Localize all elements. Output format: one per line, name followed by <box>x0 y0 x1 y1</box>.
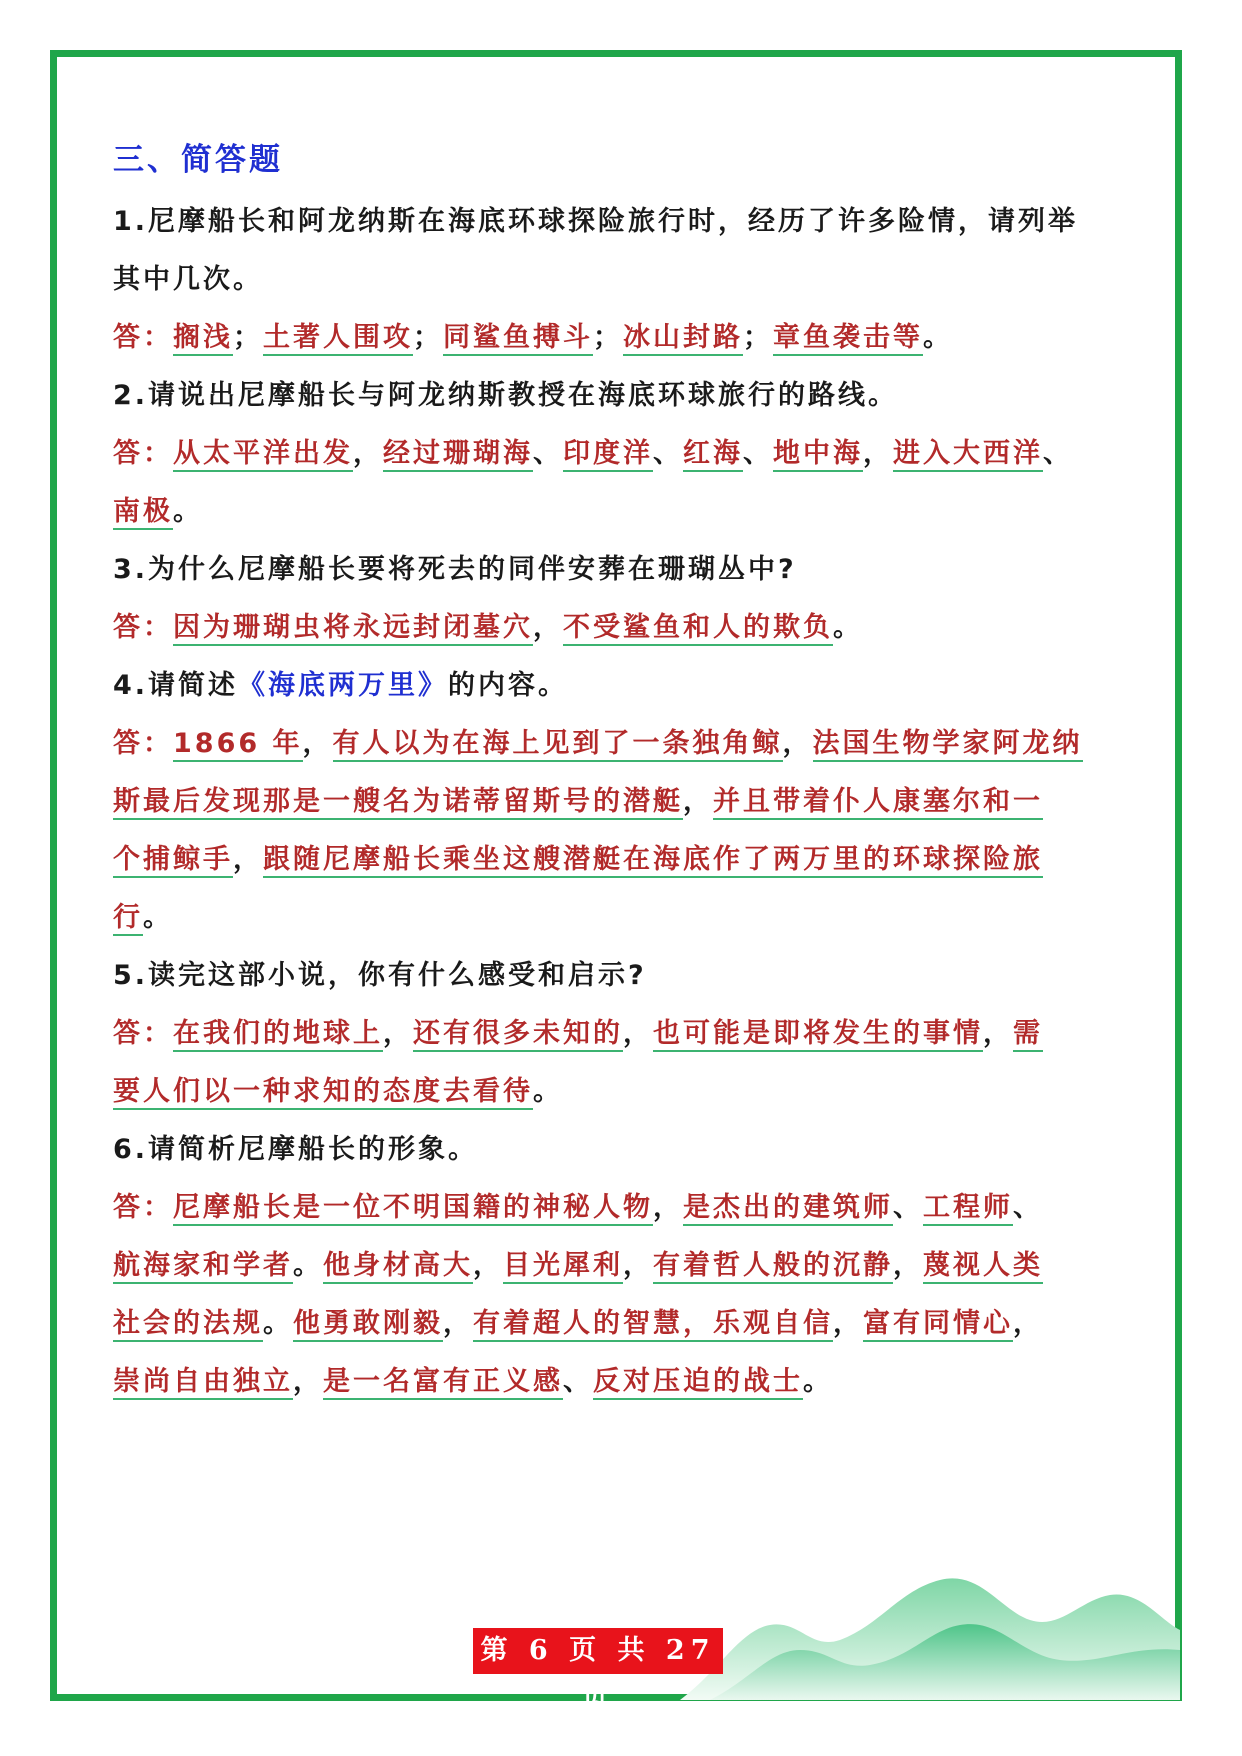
period: 。 <box>923 322 953 353</box>
separator: 、 <box>893 1192 923 1223</box>
comma: ， <box>302 728 333 759</box>
period: 。 <box>833 612 863 643</box>
period: 。 <box>263 1308 293 1339</box>
answer-label: 答： <box>113 728 173 759</box>
comma: ， <box>533 612 563 643</box>
separator: 、 <box>1013 1192 1043 1223</box>
answer-2-line-1 <box>113 434 1073 474</box>
answer-6-item: 有着超人的智慧，乐观自信 <box>473 1308 833 1342</box>
answer-5-line-2 <box>113 1072 563 1112</box>
question-1-line-2: 其中几次。 <box>113 264 263 295</box>
answer-2-item: 地中海 <box>773 438 863 472</box>
comma: ， <box>383 1018 413 1049</box>
answer-6-item: 工程师 <box>923 1192 1013 1226</box>
question-6: 6.请简析尼摩船长的形象。 <box>113 1134 479 1165</box>
answer-3 <box>113 608 863 648</box>
answer-6-item: 社会的法规 <box>113 1308 263 1342</box>
separator: ； <box>743 322 773 353</box>
separator: 、 <box>743 438 773 469</box>
answer-6-line-3 <box>113 1304 1043 1344</box>
decorative-hills-illustration <box>680 1570 1180 1700</box>
answer-4-line-2 <box>113 782 1043 822</box>
period: 。 <box>293 1250 323 1281</box>
comma: ， <box>293 1366 323 1397</box>
answer-label: 答： <box>113 1192 173 1223</box>
separator: ； <box>413 322 443 353</box>
comma: ， <box>833 1308 863 1339</box>
comma: ， <box>893 1250 923 1281</box>
comma: ， <box>443 1308 473 1339</box>
answer-2-item: 红海 <box>683 438 743 472</box>
answer-2-item: 南极 <box>113 496 173 530</box>
period: 。 <box>533 1076 563 1107</box>
separator: ； <box>233 322 263 353</box>
answer-6-line-1 <box>113 1188 1043 1228</box>
separator: 、 <box>1043 438 1073 469</box>
answer-6-item: 航海家和学者 <box>113 1250 293 1284</box>
answer-2-line-2 <box>113 492 203 532</box>
answer-4-item: 有人以为在海上见到了一条独角鲸 <box>333 728 783 762</box>
question-4-prefix: 4.请简述 <box>113 670 239 701</box>
answer-5-item: 也可能是即将发生的事情 <box>653 1018 983 1052</box>
section-heading: 三、简答题 <box>113 142 283 178</box>
answer-6-line-2 <box>113 1246 1043 1286</box>
answer-4-item: 个捕鲸手 <box>113 844 233 878</box>
comma: ， <box>353 438 383 469</box>
answer-2-item: 从太平洋出发 <box>173 438 353 472</box>
answer-5-item: 在我们的地球上 <box>173 1018 383 1052</box>
answer-6-item: 蔑视人类 <box>923 1250 1043 1284</box>
comma: ， <box>863 438 893 469</box>
answer-1-item: 搁浅 <box>173 322 233 356</box>
answer-6-line-4 <box>113 1362 833 1402</box>
answer-6-item: 目光犀利 <box>503 1250 623 1284</box>
period: 。 <box>173 496 203 527</box>
comma: ， <box>623 1018 653 1049</box>
answer-4-line-4 <box>113 898 173 938</box>
answer-1-item: 章鱼袭击等 <box>773 322 923 356</box>
answer-1-item: 土著人围攻 <box>263 322 413 356</box>
question-3: 3.为什么尼摩船长要将死去的同伴安葬在珊瑚丛中? <box>113 554 797 585</box>
comma: ， <box>782 728 813 759</box>
answer-2-item: 经过珊瑚海 <box>383 438 533 472</box>
answer-1 <box>113 318 953 358</box>
separator: 、 <box>563 1366 593 1397</box>
question-4-suffix: 的内容。 <box>448 670 569 701</box>
book-title: 《海底两万里》 <box>238 670 449 701</box>
answer-6-item: 是杰出的建筑师 <box>683 1192 893 1226</box>
answer-6-item: 崇尚自由独立 <box>113 1366 293 1400</box>
answer-6-item: 富有同情心 <box>863 1308 1013 1342</box>
question-1-line-1: 1.尼摩船长和阿龙纳斯在海底环球探险旅行时，经历了许多险情，请列举 <box>113 206 1079 237</box>
answer-1-item: 同鲨鱼搏斗 <box>443 322 593 356</box>
answer-label: 答： <box>113 438 173 469</box>
answer-6-item: 是一名富有正义感 <box>323 1366 563 1400</box>
separator: 、 <box>653 438 683 469</box>
answer-6-item: 有着哲人般的沉静 <box>653 1250 893 1284</box>
answer-1-item: 冰山封路 <box>623 322 743 356</box>
answer-5-item: 还有很多未知的 <box>413 1018 623 1052</box>
comma: ， <box>473 1250 503 1281</box>
comma: ， <box>653 1192 683 1223</box>
answer-4-item: 跟随尼摩船长乘坐这艘潜艇在海底作了两万里的环球探险旅 <box>263 844 1043 878</box>
answer-label: 答： <box>113 612 173 643</box>
answer-5-line-1 <box>113 1014 1043 1054</box>
answer-label: 答： <box>113 1018 173 1049</box>
answer-4-line-3 <box>113 840 1043 880</box>
answer-6-item: 尼摩船长是一位不明国籍的神秘人物 <box>173 1192 653 1226</box>
comma: ， <box>1013 1308 1043 1339</box>
answer-5-item: 要人们以一种求知的态度去看待 <box>113 1076 533 1110</box>
answer-4-item: 法国生物学家阿龙纳 <box>813 728 1083 762</box>
page-number-badge: 第 6 页 共 27 页 <box>473 1628 723 1674</box>
answer-4-item: 斯最后发现那是一艘名为诺蒂留斯号的潜艇 <box>113 786 683 820</box>
answer-4-item: 1866 年 <box>173 728 303 762</box>
period: 。 <box>143 902 173 933</box>
answer-2-item: 印度洋 <box>563 438 653 472</box>
comma: ， <box>983 1018 1013 1049</box>
answer-4-item: 行 <box>113 902 143 936</box>
answer-2-item: 进入大西洋 <box>893 438 1043 472</box>
answer-6-item: 他身材高大 <box>323 1250 473 1284</box>
question-2: 2.请说出尼摩船长与阿龙纳斯教授在海底环球旅行的路线。 <box>113 380 899 411</box>
separator: ； <box>593 322 623 353</box>
answer-4-item: 并且带着仆人康塞尔和一 <box>713 786 1043 820</box>
question-5: 5.读完这部小说，你有什么感受和启示? <box>113 960 647 991</box>
answer-6-item: 他勇敢刚毅 <box>293 1308 443 1342</box>
answer-5-item: 需 <box>1013 1018 1043 1052</box>
answer-label: 答： <box>113 322 173 353</box>
answer-3-item: 因为珊瑚虫将永远封闭墓穴 <box>173 612 533 646</box>
comma: ， <box>233 844 263 875</box>
period: 。 <box>803 1366 833 1397</box>
answer-6-item: 反对压迫的战士 <box>593 1366 803 1400</box>
answer-3-item: 不受鲨鱼和人的欺负 <box>563 612 833 646</box>
answer-4-line-1 <box>113 724 1083 764</box>
comma: ， <box>683 786 713 817</box>
separator: 、 <box>533 438 563 469</box>
comma: ， <box>623 1250 653 1281</box>
question-4 <box>113 666 568 706</box>
